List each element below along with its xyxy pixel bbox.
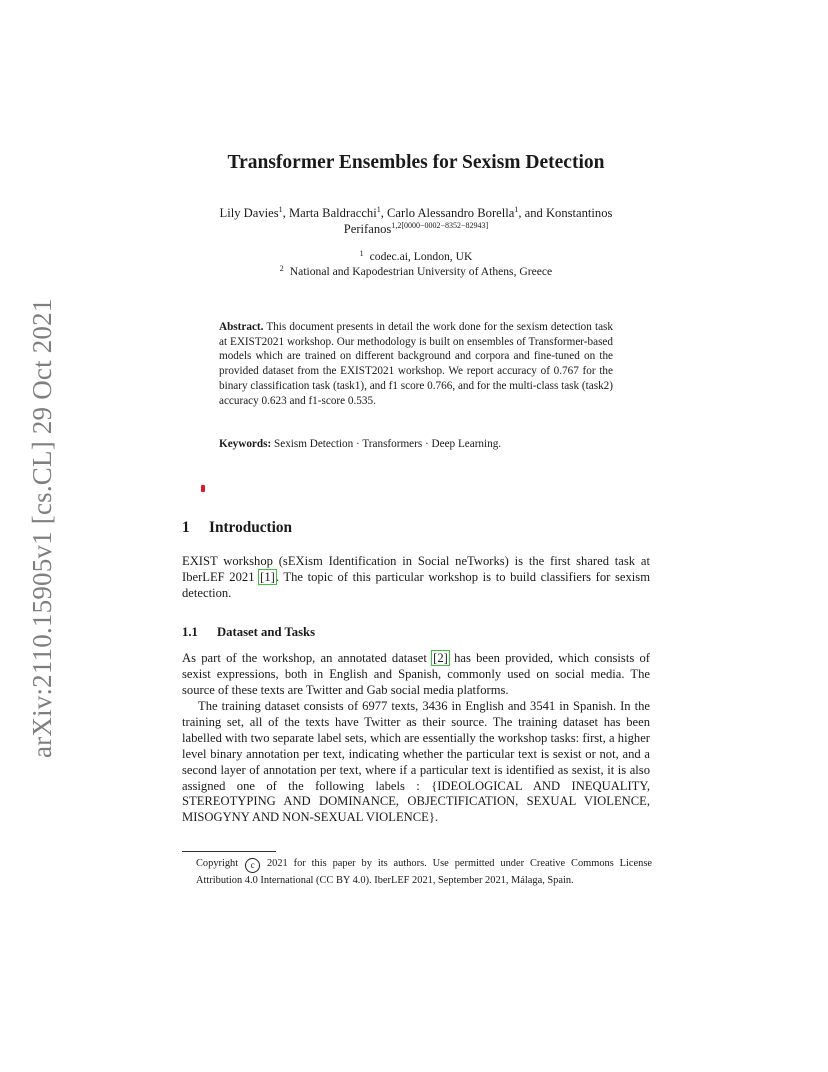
abstract-text: This document presents in detail the work done for the sexism detection task at EXIST2021 workshop. Our methodology is built on ensembles of Transformer-based models which are trained on different background and corpora and fine-tuned on the provided dataset from the EXIST2021 workshop. We report accuracy of 0.767 for the binary classification task (task1), and f1 score 0.766, and for the multi-class task (task2) accuracy 0.623 and f1-score 0.535. bbox=[219, 321, 613, 407]
footnote-rule bbox=[182, 851, 276, 852]
paper-title: Transformer Ensembles for Sexism Detection bbox=[227, 152, 605, 173]
keywords-text: Sexism Detection · Transformers · Deep Learning. bbox=[274, 438, 502, 450]
subsection-heading-dataset bbox=[182, 625, 315, 640]
keywords-label: Keywords: bbox=[219, 438, 272, 450]
subsection-title: Dataset and Tasks bbox=[217, 625, 316, 639]
author-affil-sup: 1 bbox=[278, 205, 283, 214]
author-name: , Marta Baldracchi bbox=[282, 206, 377, 220]
dataset-text: As part of the workshop, an annotated dataset bbox=[182, 651, 433, 665]
copyright-icon: c bbox=[245, 858, 260, 873]
author-list bbox=[180, 205, 652, 237]
red-marker bbox=[201, 485, 205, 492]
abstract bbox=[219, 320, 613, 408]
citation-link[interactable]: [1] bbox=[260, 569, 275, 584]
arxiv-stamp bbox=[22, 290, 62, 760]
section-heading-introduction bbox=[182, 519, 292, 537]
affiliation-text: National and Kapodestrian University of Athens, Greece bbox=[289, 265, 553, 278]
dataset-text: has been provided, which consists of sexist expressions, both in English and Spanish, commonly used on social media. The source of these texts are Twitter and Gab social media platforms. bbox=[182, 651, 650, 697]
author-affil-sup: 1 bbox=[376, 205, 381, 214]
arxiv-stamp-text: arXiv:2110.15905v1 [cs.CL] 29 Oct 2021 bbox=[27, 298, 57, 758]
dataset-paragraph-1 bbox=[182, 651, 650, 699]
affiliation-2 bbox=[220, 265, 612, 279]
affiliation-number: 1 bbox=[359, 249, 364, 258]
intro-paragraph bbox=[182, 554, 650, 602]
footnote-prefix: Copyright bbox=[196, 858, 239, 869]
author-name: , Carlo Alessandro Borella bbox=[380, 206, 515, 220]
copyright-footnote bbox=[196, 856, 652, 888]
keywords bbox=[219, 437, 619, 452]
author-name: , and Konstantinos Perifanos bbox=[343, 206, 613, 236]
affiliation-text: codec.ai, London, UK bbox=[369, 250, 473, 263]
citation-link[interactable]: [2] bbox=[433, 651, 448, 665]
author-affil-sup: 1 bbox=[514, 205, 519, 214]
affiliation-number: 2 bbox=[279, 264, 284, 273]
author-name: Lily Davies bbox=[219, 206, 279, 220]
arxiv-stamp-graphic bbox=[22, 290, 62, 760]
dataset-paragraph-2: The training dataset consists of 6977 texts, 3436 in English and 3541 in Spanish. In the training set, all of the texts have Twitter as their source. The training dataset has been labelled with two separate label sets, which are essentially the workshop tasks: first, a higher level binary annotation per text, indicating whether the particular text is sexist or not, and a second layer of annotation per text, where if a particular text is identified as sexist, it is also assigned one of the following labels : {IDEOLOGICAL AND INEQUALITY, STEREOTYPING AND DOMINANCE, OBJECTIFICATION, SEXUAL VIOLENCE, MISOGYNY AND NON-SEXUAL VIOLENCE}. bbox=[182, 699, 650, 825]
affiliation-1 bbox=[220, 250, 612, 264]
abstract-label: Abstract. bbox=[219, 321, 264, 333]
intro-text: EXIST workshop (sEXism Identification in Social neTworks) is the first shared task at IberLEF 2021 bbox=[182, 554, 650, 584]
subsection-number: 1.1 bbox=[182, 625, 198, 639]
author-affil-sup: 1,2[0000−0002−8352−82943] bbox=[391, 221, 489, 230]
section-title: Introduction bbox=[209, 519, 293, 536]
intro-text: . The topic of this particular workshop is to build classifiers for sexism detection. bbox=[182, 569, 650, 600]
footnote-text: 2021 for this paper by its authors. Use permitted under Creative Commons License Attribution 4.0 International (CC BY 4.0). IberLEF 2021, September 2021, Málaga, Spain. bbox=[196, 858, 652, 886]
section-number: 1 bbox=[182, 519, 190, 536]
